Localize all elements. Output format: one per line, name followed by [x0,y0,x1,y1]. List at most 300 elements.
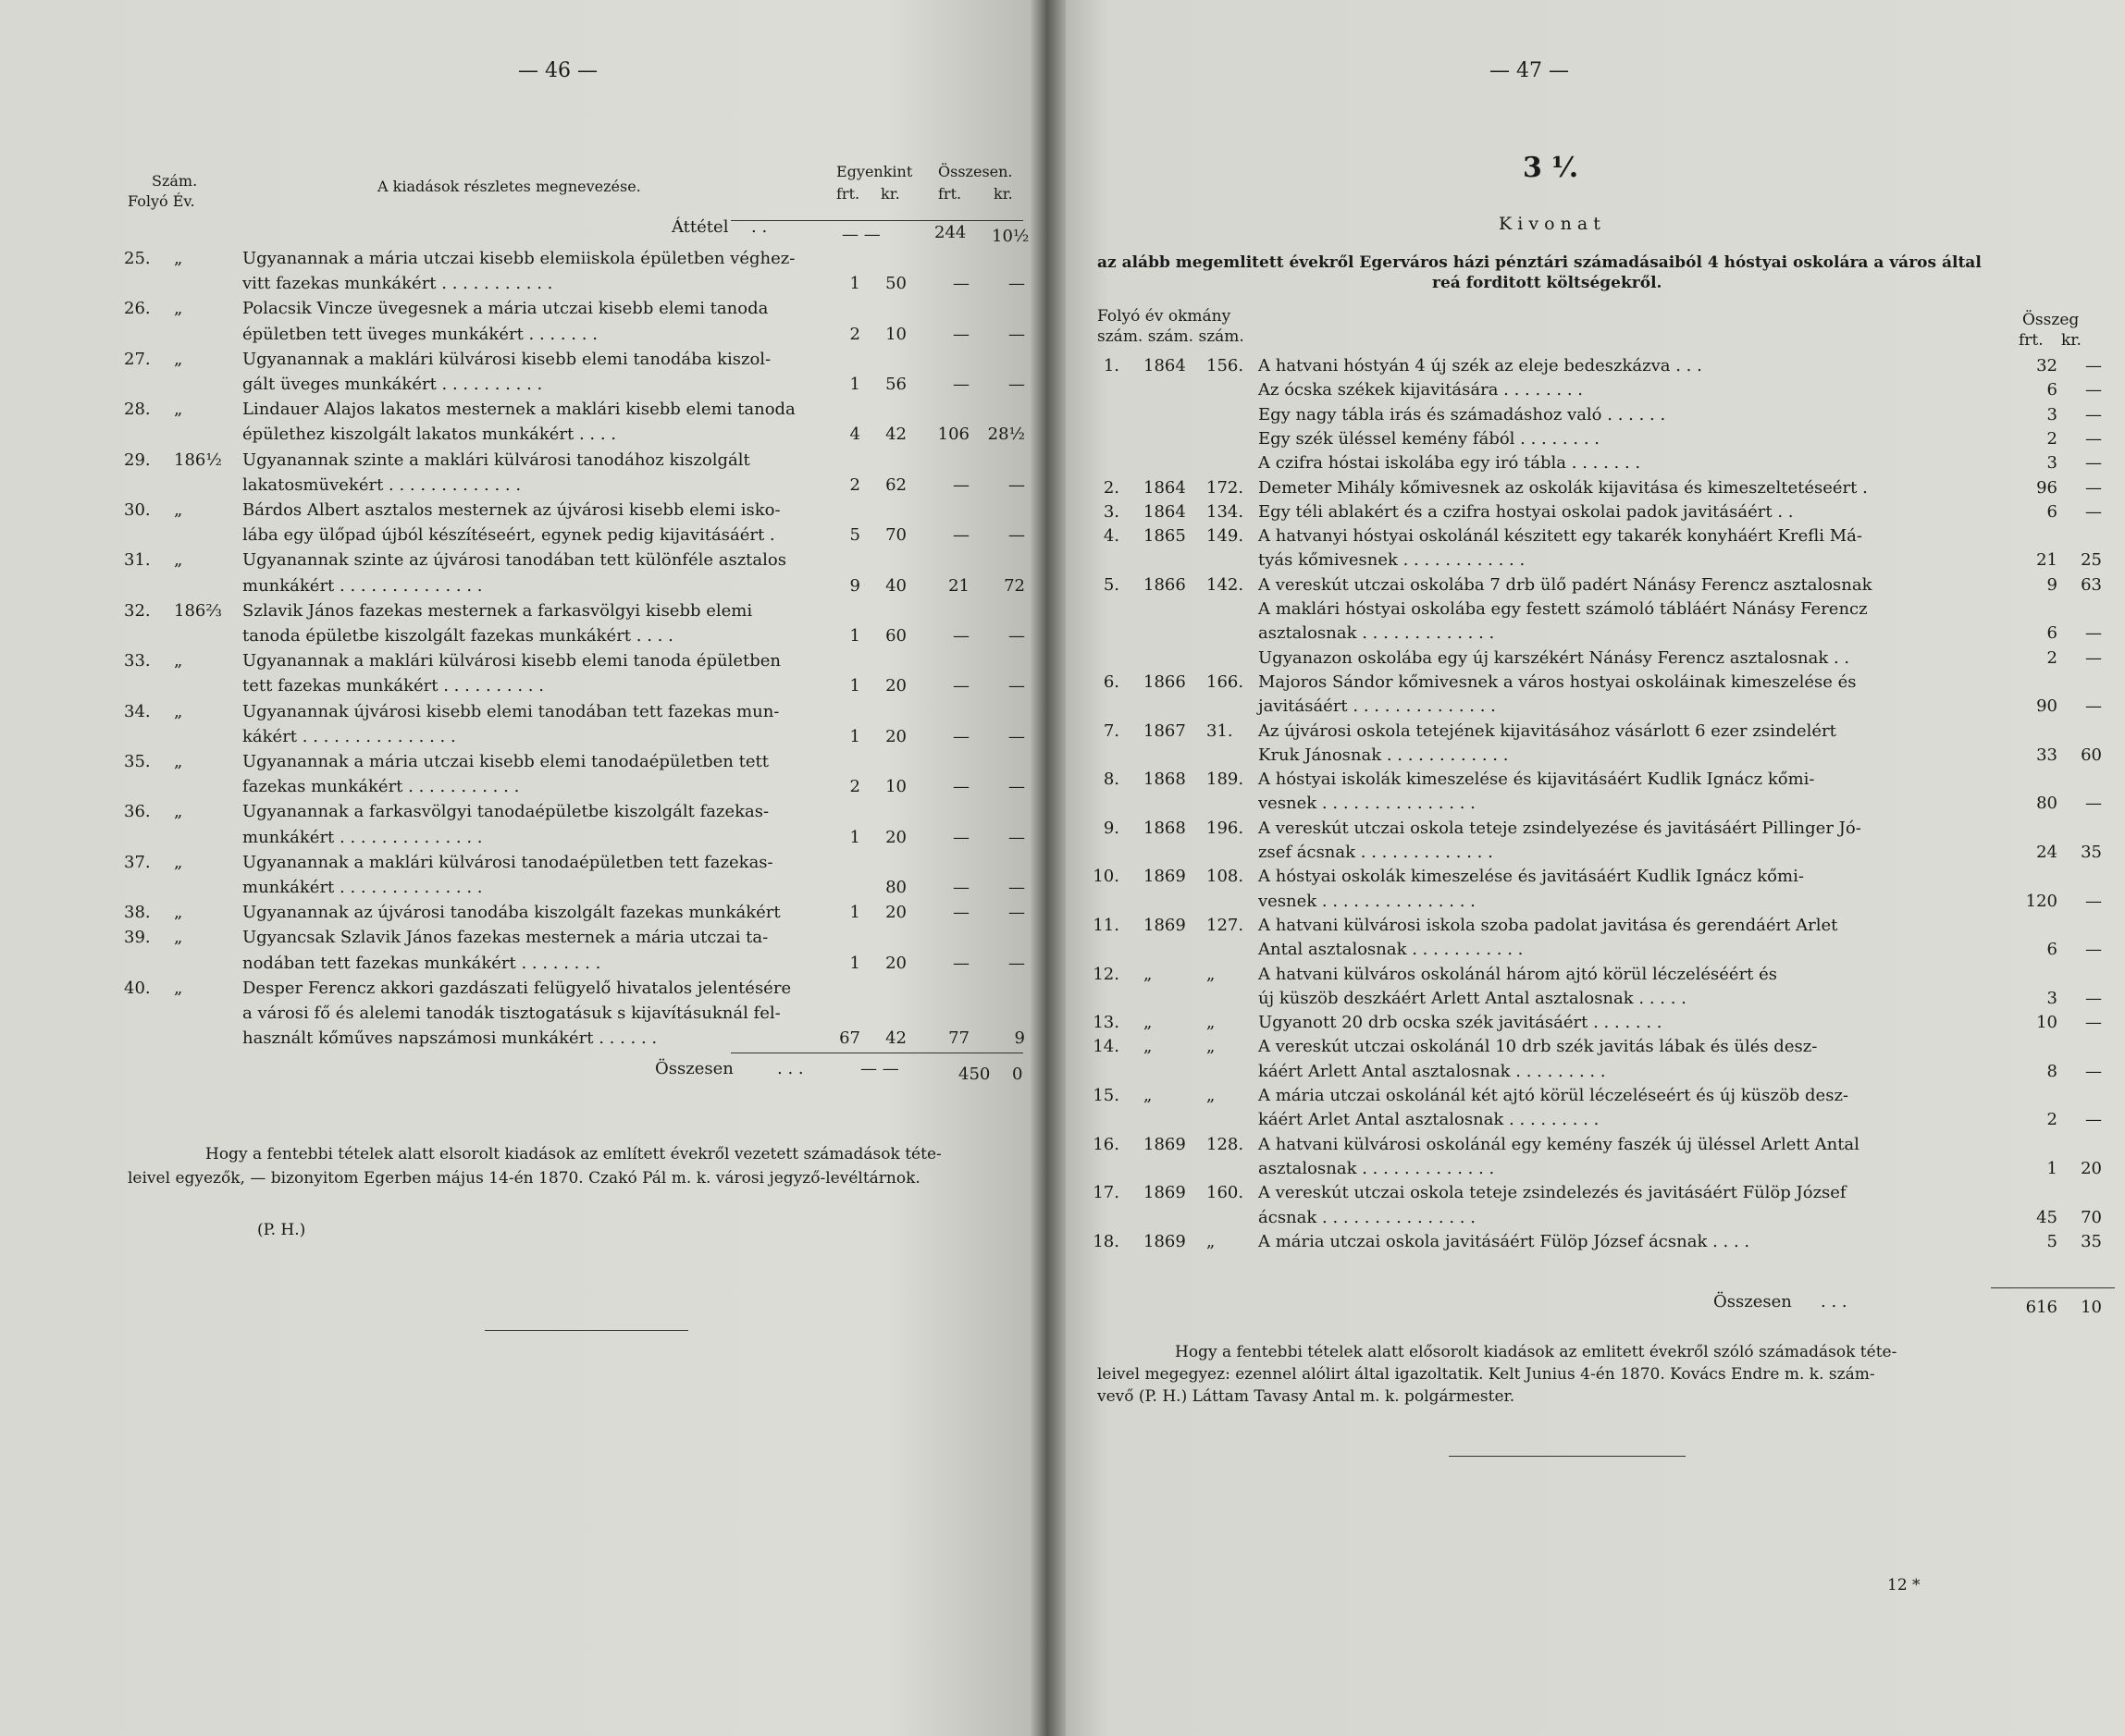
end-rule [485,1330,688,1331]
item-description: munkákért . . . . . . . . . . . . . . [242,828,483,847]
row-year: „ [1143,1086,1153,1105]
item-description: Polacsik Vincze üvegesnek a mária utczai kisebb elemi tanoda [242,299,769,318]
item-description: Ugyanannak az újvárosi tanodába kiszolgált fazekas munkákért [242,903,781,922]
item-number: 39. [124,928,151,947]
row-number: 10. [1093,867,1119,886]
row-description: asztalosnak . . . . . . . . . . . . . [1258,1159,1495,1178]
item-number: 34. [124,702,151,721]
item-egy-frt: 1 [849,626,860,646]
total-frt: 616 [2025,1298,2057,1317]
row-description: A hatvani külvárosi iskola szoba padolat javitása és gerendáért Arlet [1258,916,1838,935]
row-description: A hatvanyi hóstyai oskolánál készitett egy takarék konyháért Krefli Má- [1258,526,1862,546]
item-egy-kr: 10 [885,325,907,344]
row-number: 14. [1093,1037,1119,1056]
row-document: 196. [1206,819,1244,838]
item-egy-kr: 20 [885,954,907,973]
row-year: 1864 [1143,478,1186,498]
row-number: 3. [1103,502,1119,522]
row-kr: 25 [2081,550,2102,570]
header-rule [731,220,1023,221]
row-number: 6. [1103,672,1119,692]
row-description: Egy szék üléssel kemény fából . . . . . . . . [1258,429,1600,449]
row-frt: 24 [2036,843,2057,862]
item-year: „ [174,400,183,419]
footer-line-1: Hogy a fentebbi tételek alatt elősorolt kiadások az emlitett évekről szóló számadások téte- [1175,1343,1897,1361]
row-year: 1868 [1143,819,1186,838]
row-year: 1869 [1143,1135,1186,1154]
row-year: 1867 [1143,721,1186,741]
total-egy: — — [860,1059,899,1078]
item-ossz-kr: — [1008,903,1025,922]
item-ossz-kr: 9 [1014,1028,1025,1048]
row-year: 1869 [1143,916,1186,935]
row-frt: 32 [2036,356,2057,376]
row-year: 1869 [1143,1232,1186,1251]
item-ossz-frt: — [953,274,970,293]
item-ossz-kr: — [1008,375,1025,394]
item-year: „ [174,853,183,872]
row-number: 5. [1103,575,1119,595]
row-description: ácsnak . . . . . . . . . . . . . . . [1258,1208,1476,1227]
row-document: „ [1206,1037,1216,1056]
row-kr: — [2085,623,2102,643]
row-number: 8. [1103,770,1119,789]
row-kr: 35 [2081,843,2102,862]
item-egy-kr: 80 [885,878,907,897]
item-egy-frt: 1 [849,954,860,973]
row-frt: 120 [2025,892,2057,911]
total-osszes: 450 [958,1065,991,1084]
row-kr: 35 [2081,1232,2102,1251]
item-egy-frt: 1 [849,727,860,746]
row-document: 189. [1206,770,1244,789]
item-egy-kr: 42 [885,1028,907,1048]
item-ossz-kr: — [1008,626,1025,646]
row-document: 134. [1206,502,1244,522]
row-document: „ [1206,1232,1216,1251]
row-number: 9. [1103,819,1119,838]
row-description: A vereskút utczai oskola teteje zsindelyezése és javitásáért Pillinger Jó- [1258,819,1861,838]
row-document: 172. [1206,478,1244,498]
row-kr: — [2085,696,2102,716]
item-year: „ [174,651,183,671]
item-egy-kr: 62 [885,475,907,495]
item-ossz-kr: — [1008,325,1025,344]
row-description: Az ócska székek kijavitására . . . . . . . . [1258,380,1583,400]
row-frt: 6 [2046,380,2057,400]
item-number: 29. [124,450,151,470]
row-year: „ [1143,1013,1153,1032]
row-description: zsef ácsnak . . . . . . . . . . . . . [1258,843,1493,862]
row-description: Majoros Sándor kőmivesnek a város hostyai oskoláinak kimeszelése és [1258,672,1857,692]
row-description: A hóstyai iskolák kimeszelése és kijavitásáért Kudlik Ignácz kőmi- [1258,770,1815,789]
row-document: 128. [1206,1135,1244,1154]
row-description: A hóstyai oskolák kimeszelése és javitásáért Kudlik Ignácz kőmi- [1258,867,1804,886]
item-ossz-kr: — [1008,777,1025,796]
item-description: Bárdos Albert asztalos mesternek az újvárosi kisebb elemi isko- [242,500,781,520]
row-frt: 5 [2046,1232,2057,1251]
row-number: 1. [1103,356,1119,376]
item-egy-frt: 1 [849,274,860,293]
row-description: vesnek . . . . . . . . . . . . . . . [1258,794,1476,813]
row-description: A hatvani külváros oskolánál három ajtó körül léczeléséért és [1258,965,1778,984]
row-kr: — [2085,1110,2102,1129]
item-description: nodában tett fazekas munkákért . . . . . . . . [242,954,601,973]
attetel-dots: . . [751,217,768,237]
row-frt: 6 [2046,623,2057,643]
item-number: 33. [124,651,151,671]
right-page [1044,0,2125,1736]
row-description: Ugyanott 20 drb ocska szék javitásáért . . . . . . . [1258,1013,1662,1032]
row-document: 156. [1206,356,1244,376]
footer-line-2: leivel egyezők, — bizonyitom Egerben május 14-én 1870. Czakó Pál m. k. városi jegyző-levéltárnok. [128,1169,920,1188]
row-document: „ [1206,1086,1216,1105]
header-line-2: szám. szám. szám. [1097,327,1244,346]
row-year: 1869 [1143,1183,1186,1202]
row-frt: 6 [2046,502,2057,522]
item-description: Ugyanannak szinte a maklári külvárosi tanodához kiszolgált [242,450,750,470]
item-ossz-kr: — [1008,676,1025,696]
row-kr: 60 [2081,745,2102,765]
row-kr: — [2085,892,2102,911]
item-year: „ [174,299,183,318]
row-frt: 8 [2046,1062,2057,1081]
row-kr: — [2085,429,2102,449]
item-description: Ugyanannak a maklári külvárosi kisebb elemi tanodába kiszol- [242,350,772,369]
page-number: — 47 — [1489,59,1569,82]
item-number: 30. [124,500,151,520]
item-description: vitt fazekas munkákért . . . . . . . . . . . [242,274,553,293]
section-number: 3 ⅟. [1523,152,1579,184]
item-year: „ [174,903,183,922]
item-number: 40. [124,979,151,998]
total-rule [1991,1287,2115,1288]
row-kr: 70 [2081,1208,2102,1227]
footer-line-3: vevő (P. H.) Láttam Tavasy Antal m. k. polgármester. [1097,1387,1515,1406]
row-description: Az újvárosi oskola tetejének kijavitásához vásárlott 6 ezer zsindelért [1258,721,1836,741]
item-year: „ [174,550,183,570]
row-description: Egy nagy tábla irás és számadáshoz való . . . . . . [1258,405,1666,425]
row-description: tyás kőmivesnek . . . . . . . . . . . . [1258,550,1526,570]
item-description: Ugyanannak a farkasvölgyi tanodaépületbe kiszolgált fazekas- [242,802,770,821]
row-document: „ [1206,965,1216,984]
row-year: 1865 [1143,526,1186,546]
book-gutter [1029,0,1066,1736]
row-frt: 2 [2046,648,2057,668]
item-number: 25. [124,249,151,268]
row-year: 1869 [1143,867,1186,886]
row-year: 1864 [1143,356,1186,376]
row-description: káért Arlet Antal asztalosnak . . . . . . . . . [1258,1110,1600,1129]
item-description: használt kőműves napszámosi munkákért . . . . . . [242,1028,658,1048]
item-egy-frt: 2 [849,777,860,796]
ph-stamp: (P. H.) [257,1221,306,1239]
item-egy-frt: 5 [849,525,860,545]
row-kr: — [2085,648,2102,668]
item-ossz-kr: 72 [1004,576,1025,596]
row-frt: 21 [2036,550,2057,570]
item-year: „ [174,249,183,268]
row-year: 1866 [1143,575,1186,595]
item-year: 186⅔ [174,601,222,621]
row-frt: 33 [2036,745,2057,765]
item-description: Ugyancsak Szlavik János fazekas mesternek a mária utczai ta- [242,928,769,947]
total-kr: 10 [2081,1298,2102,1317]
item-ossz-kr: — [1008,274,1025,293]
row-frt: 3 [2046,989,2057,1008]
row-kr: — [2085,940,2102,959]
item-year: „ [174,979,183,998]
item-description: tanoda épületbe kiszolgált fazekas munkákért . . . . [242,626,673,646]
row-document: 166. [1206,672,1244,692]
kivonat-title: K i v o n a t [1499,214,1600,234]
item-ossz-kr: — [1008,828,1025,847]
item-egy-frt: 1 [849,828,860,847]
item-ossz-kr: — [1008,727,1025,746]
row-description: új küszöb deszkáért Arlett Antal asztalosnak . . . . . [1258,989,1686,1008]
row-description: vesnek . . . . . . . . . . . . . . . [1258,892,1476,911]
row-document: 108. [1206,867,1244,886]
item-number: 32. [124,601,151,621]
row-frt: 80 [2036,794,2057,813]
row-year: „ [1143,965,1153,984]
row-frt: 96 [2036,478,2057,498]
item-number: 35. [124,752,151,771]
item-ossz-frt: — [953,727,970,746]
attetel-label: Áttétel [672,217,729,237]
row-description: A mária utczai oskola javitásáért Fülöp József ácsnak . . . . [1258,1232,1750,1251]
item-egy-kr: 20 [885,828,907,847]
row-description: A mária utczai oskolánál két ajtó körül léczeléseért és új küszöb desz- [1258,1086,1849,1105]
page-number: — 46 — [518,59,598,82]
item-description: Lindauer Alajos lakatos mesternek a maklári kisebb elemi tanoda [242,400,796,419]
attetel-osszes: 244 [934,223,967,242]
item-egy-kr: 20 [885,676,907,696]
row-number: 12. [1093,965,1119,984]
item-ossz-frt: 21 [948,576,970,596]
item-description: épületben tett üveges munkákért . . . . . . . [242,325,598,344]
row-kr: 20 [2081,1159,2102,1178]
item-description: munkákért . . . . . . . . . . . . . . [242,576,483,596]
left-page [0,0,1044,1736]
row-kr: — [2085,1062,2102,1081]
item-egy-kr: 50 [885,274,907,293]
item-ossz-frt: — [953,525,970,545]
total-kr: 0 [1012,1065,1023,1084]
item-year: „ [174,702,183,721]
item-egy-kr: 56 [885,375,907,394]
item-number: 37. [124,853,151,872]
item-description: lába egy ülőpad újból készítéseért, egynek pedig kijavitásáért . [242,525,775,545]
row-kr: — [2085,989,2102,1008]
item-egy-frt: 4 [849,425,860,444]
item-egy-frt: 67 [839,1028,860,1048]
item-description: Ugyanannak a mária utczai kisebb elemiiskola épületben véghez- [242,249,796,268]
item-ossz-frt: — [953,878,970,897]
header-line-1: Folyó év okmány [1097,307,1231,326]
row-kr: — [2085,405,2102,425]
item-description: munkákért . . . . . . . . . . . . . . [242,878,483,897]
row-kr: — [2085,356,2102,376]
item-number: 36. [124,802,151,821]
item-description: Ugyanannak újvárosi kisebb elemi tanodában tett fazekas mun- [242,702,780,721]
subtitle-line-1: az alább megemlitett évekről Egerváros házi pénztári számadásaiból 4 hóstyai oskolára a város által [1097,253,1982,272]
subtitle-line-2: reá forditott költségekről. [1432,274,1662,292]
item-description: Ugyanannak a mária utczai kisebb elemi tanodaépületben tett [242,752,769,771]
row-document: „ [1206,1013,1216,1032]
item-ossz-frt: — [953,777,970,796]
row-frt: 9 [2046,575,2057,595]
row-number: 2. [1103,478,1119,498]
item-ossz-kr: — [1008,954,1025,973]
header-folyo-ev: Folyó Év. [128,192,195,210]
item-egy-kr: 42 [885,425,907,444]
row-number: 13. [1093,1013,1119,1032]
item-number: 27. [124,350,151,369]
item-ossz-frt: — [953,676,970,696]
item-year: „ [174,928,183,947]
attetel-egy: — — [842,225,881,244]
row-frt: 2 [2046,1110,2057,1129]
header-osszeg: Összeg [2022,311,2080,329]
row-description: asztalosnak . . . . . . . . . . . . . [1258,623,1495,643]
item-egy-frt: 1 [849,676,860,696]
item-description: Ugyanannak a maklári külvárosi tanodaépületben tett fazekas- [242,853,773,872]
row-number: 4. [1103,526,1119,546]
row-document: 31. [1206,721,1233,741]
row-description: Antal asztalosnak . . . . . . . . . . . [1258,940,1524,959]
attetel-kr: 10½ [992,227,1030,246]
row-kr: — [2085,380,2102,400]
item-ossz-frt: — [953,325,970,344]
header-frt: frt. [2019,331,2044,350]
row-kr: — [2085,478,2102,498]
total-label: Összesen [655,1059,734,1078]
row-number: 16. [1093,1135,1119,1154]
header-frt2: frt. [938,185,962,203]
row-description: Demeter Mihály kőmivesnek az oskolák kijavitása és kimeszeltetéseért . [1258,478,1868,498]
row-description: A vereskút utczai oskola teteje zsindelezés és javitásáért Fülöp József [1258,1183,1847,1202]
item-description: Ugyanannak a maklári külvárosi kisebb elemi tanoda épületben [242,651,781,671]
row-frt: 10 [2036,1013,2057,1032]
item-ossz-kr: — [1008,878,1025,897]
item-number: 28. [124,400,151,419]
item-egy-frt: 2 [849,475,860,495]
end-rule [1449,1456,1686,1457]
item-ossz-frt: — [953,903,970,922]
header-szam: Szám. [152,172,198,190]
item-description: gált üveges munkákért . . . . . . . . . . [242,375,543,394]
header-frt1: frt. [836,185,860,203]
row-document: 142. [1206,575,1244,595]
row-frt: 45 [2036,1208,2057,1227]
footer-line-2: leivel megegyez: ezennel alólirt által igazoltatik. Kelt Junius 4-én 1870. Kovács Endre m. k. szám- [1097,1365,1875,1384]
row-kr: — [2085,1013,2102,1032]
item-egy-kr: 10 [885,777,907,796]
row-number: 18. [1093,1232,1119,1251]
header-title: A kiadások részletes megnevezése. [377,178,641,195]
total-label: Összesen [1713,1292,1792,1311]
item-ossz-frt: 106 [937,425,970,444]
item-egy-kr: 70 [885,525,907,545]
row-number: 15. [1093,1086,1119,1105]
item-year: 186½ [174,450,222,470]
item-year: „ [174,500,183,520]
item-egy-kr: 20 [885,727,907,746]
row-description: Egy téli ablakért és a czifra hostyai oskolai padok javitásáért . . [1258,502,1794,522]
row-description: káért Arlett Antal asztalosnak . . . . . . . . . [1258,1062,1606,1081]
row-document: 160. [1206,1183,1244,1202]
row-frt: 2 [2046,429,2057,449]
item-description: Ugyanannak szinte az újvárosi tanodában tett különféle asztalos [242,550,786,570]
item-number: 38. [124,903,151,922]
signature-mark: 12 * [1887,1576,1921,1594]
item-number: 31. [124,550,151,570]
row-year: 1866 [1143,672,1186,692]
item-description: a városi fő és alelemi tanodák tisztogatásuk s kijavításuknál fel- [242,1003,781,1023]
item-ossz-frt: — [953,475,970,495]
row-frt: 90 [2036,696,2057,716]
row-description: A czifra hóstai iskolába egy iró tábla . . . . . . . [1258,453,1641,473]
header-osszesen: Összesen. [938,163,1013,180]
row-description: javitásáért . . . . . . . . . . . . . . [1258,696,1496,716]
row-number: 7. [1103,721,1119,741]
row-frt: 1 [2046,1159,2057,1178]
item-description: Szlavik János fazekas mesternek a farkasvölgyi kisebb elemi [242,601,753,621]
row-year: „ [1143,1037,1153,1056]
header-egyenkint: Egyenkint [836,163,913,180]
row-description: A vereskút utczai oskolánál 10 drb szék javitás lábak és ülés desz- [1258,1037,1818,1056]
item-egy-frt: 1 [849,903,860,922]
item-egy-frt: 2 [849,325,860,344]
item-year: „ [174,802,183,821]
row-kr: — [2085,794,2102,813]
row-kr: — [2085,453,2102,473]
item-description: fazekas munkákért . . . . . . . . . . . [242,777,520,796]
row-frt: 6 [2046,940,2057,959]
item-ossz-frt: — [953,375,970,394]
row-description: Kruk Jánosnak . . . . . . . . . . . . [1258,745,1509,765]
item-ossz-frt: — [953,828,970,847]
row-year: 1868 [1143,770,1186,789]
footer-line-1: Hogy a fentebbi tételek alatt elsorolt kiadások az említett évekről vezetett számadások téte- [205,1145,942,1163]
header-kr: kr. [2061,331,2082,350]
item-description: épülethez kiszolgált lakatos munkákért . . . . [242,425,617,444]
row-description: A vereskút utczai oskolába 7 drb ülő padért Nánásy Ferencz asztalosnak [1258,575,1872,595]
row-document: 149. [1206,526,1244,546]
item-egy-frt: 9 [849,576,860,596]
item-description: Desper Ferencz akkori gazdászati felügyelő hivatalos jelentésére [242,979,792,998]
total-dots: . . . [1821,1292,1847,1311]
item-ossz-kr: — [1008,475,1025,495]
row-kr: — [2085,502,2102,522]
item-ossz-kr: — [1008,525,1025,545]
item-description: lakatosmüvekért . . . . . . . . . . . . . [242,475,522,495]
header-kr2: kr. [994,185,1013,203]
row-number: 17. [1093,1183,1119,1202]
item-year: „ [174,350,183,369]
header-kr1: kr. [881,185,900,203]
row-frt: 3 [2046,453,2057,473]
item-ossz-frt: — [953,954,970,973]
row-number: 11. [1093,916,1119,935]
item-number: 26. [124,299,151,318]
row-description: A maklári hóstyai oskolába egy festett számoló tábláért Nánásy Ferencz [1258,599,1868,619]
item-egy-kr: 60 [885,626,907,646]
row-description: Ugyanazon oskolába egy új karszékért Nánásy Ferencz asztalosnak . . [1258,648,1850,668]
row-description: A hatvani külvárosi oskolánál egy kemény faszék új üléssel Arlett Antal [1258,1135,1859,1154]
item-egy-frt: 1 [849,375,860,394]
